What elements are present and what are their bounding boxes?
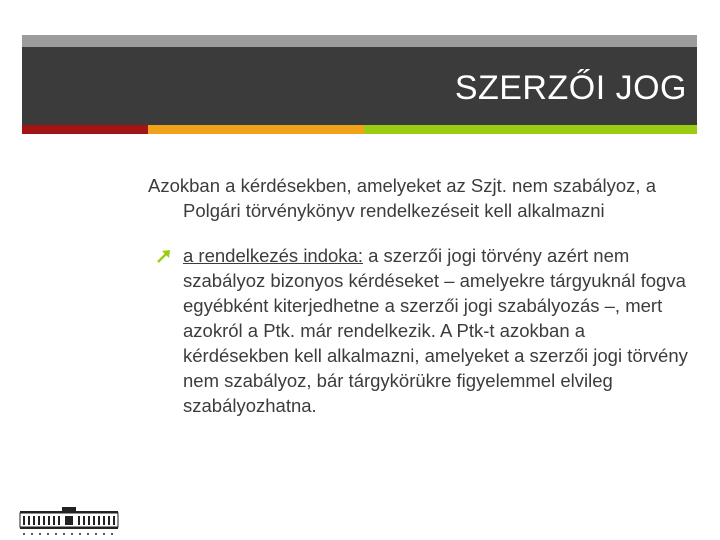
arrow-up-right-icon (156, 249, 172, 263)
intro-paragraph: Azokban a kérdésekben, amelyeket az Szjt. nem szabályoz, a Polgári törvénykönyv rendelkezéseit kell alkalmazni (148, 175, 656, 221)
accent-bar-green (364, 125, 697, 134)
bullet-label: a rendelkezés indoka: (183, 245, 363, 266)
accent-bar-orange (148, 125, 364, 134)
accent-bar-red (22, 125, 148, 134)
slide-body (148, 173, 693, 418)
title-bar (22, 47, 697, 125)
university-building-logo (18, 505, 120, 537)
bullet-text: a szerzői jogi törvény azért nem szabályoz bizonyos kérdéseket – amelyekre tárgyuknál fogva egyébként kiterjedhetne a szerzői jogi szabályozás –, mert azokról a Ptk. már rendelkezik. A Ptk-t azokban a kérdésekben kell alkalmazni, amelyeket a szerzői jogi törvény nem szabályoz, bár tárgykörükre figyelemmel elvileg szabályozhatna. (183, 245, 688, 416)
header-top-strip (22, 35, 697, 47)
bullet-item (148, 243, 693, 418)
slide-title: SZERZŐI JOG (454, 69, 687, 107)
